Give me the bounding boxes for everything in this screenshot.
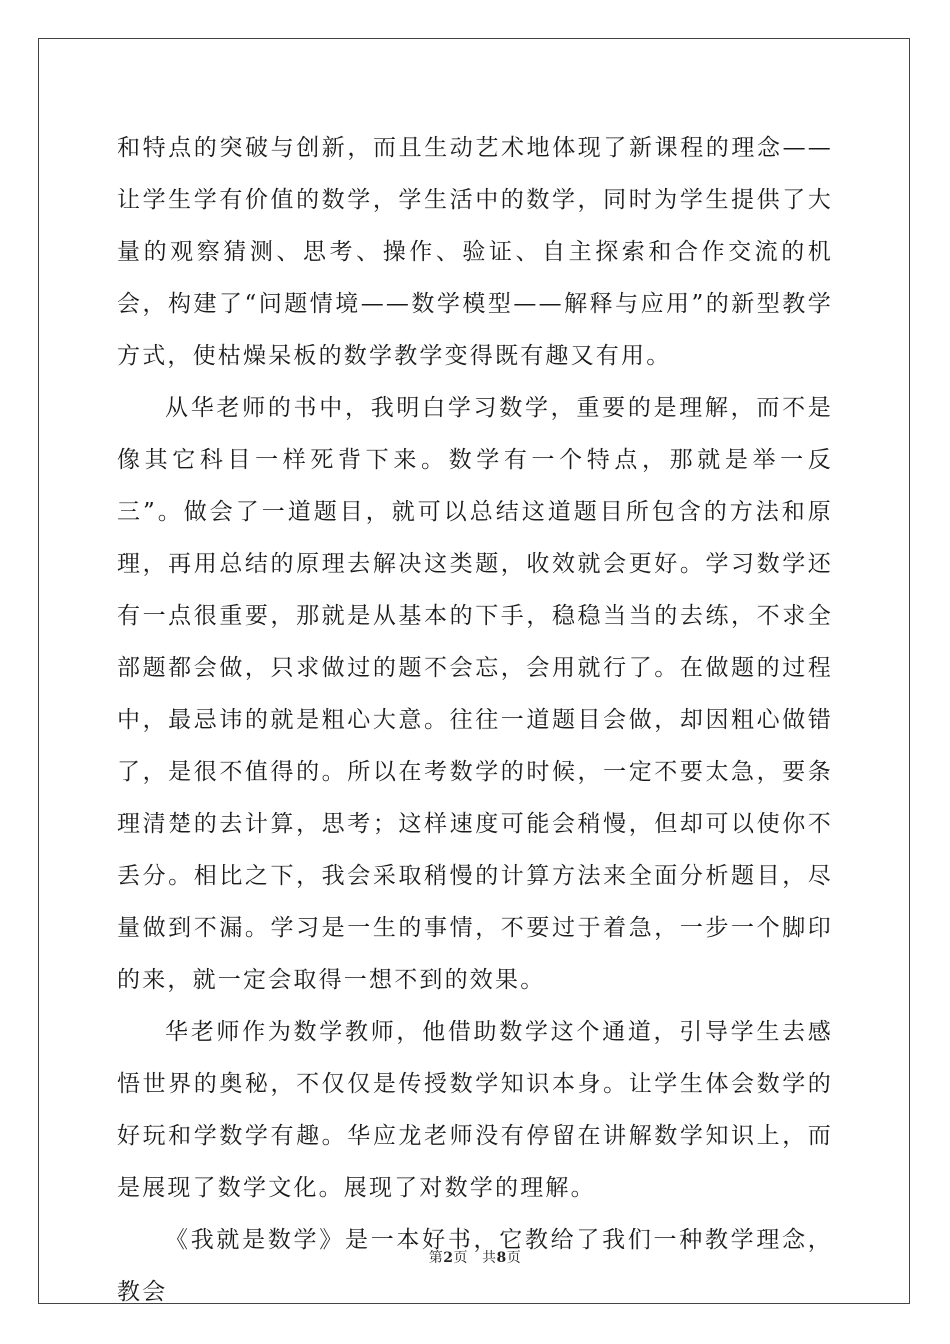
- total-prefix: 共: [482, 1250, 497, 1266]
- document-body: [117, 122, 833, 1318]
- paragraph-1: 和特点的突破与创新，而且生动艺术地体现了新课程的理念——让学生学有价值的数学，学生活中的数学，同时为学生提供了大量的观察猜测、思考、操作、验证、自主探索和合作交流的机会，构建了“问题情境——数学模型——解释与应用”的新型教学方式，使枯燥呆板的数学教学变得既有趣又有用。: [117, 135, 833, 369]
- total-pages: 8: [496, 1250, 507, 1266]
- paragraph-3: 华老师作为数学教师，他借助数学这个通道，引导学生去感悟世界的奥秘，不仅仅是传授数学知识本身。让学生体会数学的好玩和学数学有趣。华应龙老师没有停留在讲解数学知识上，而是展现了数学文化。展现了对数学的理解。: [117, 1019, 833, 1201]
- paragraph-2: 从华老师的书中，我明白学习数学，重要的是理解，而不是像其它科目一样死背下来。数学有一个特点，那就是举一反三”。做会了一道题目，就可以总结这道题目所包含的方法和原理，再用总结的原理去解决这类题，收效就会更好。学习数学还有一点很重要，那就是从基本的下手，稳稳当当的去练，不求全部题都会做，只求做过的题不会忘，会用就行了。在做题的过程中，最忌讳的就是粗心大意。往往一道题目会做，却因粗心做错了，是很不值得的。所以在考数学的时候，一定不要太急，要条理清楚的去计算，思考；这样速度可能会稍慢，但却可以使你不丢分。相比之下，我会采取稍慢的计算方法来全面分析题目，尽量做到不漏。学习是一生的事情，不要过于着急，一步一个脚印的来，就一定会取得一想不到的效果。: [117, 395, 833, 993]
- page-number: 2: [443, 1250, 454, 1266]
- page-prefix: 第: [428, 1250, 444, 1266]
- page-suffix: 页: [453, 1250, 468, 1266]
- paragraph-4: 《我就是数学》是一本好书，它教给了我们一种教学理念，教会: [117, 1227, 833, 1305]
- total-suffix: 页: [506, 1250, 522, 1266]
- page-footer: [0, 1247, 950, 1267]
